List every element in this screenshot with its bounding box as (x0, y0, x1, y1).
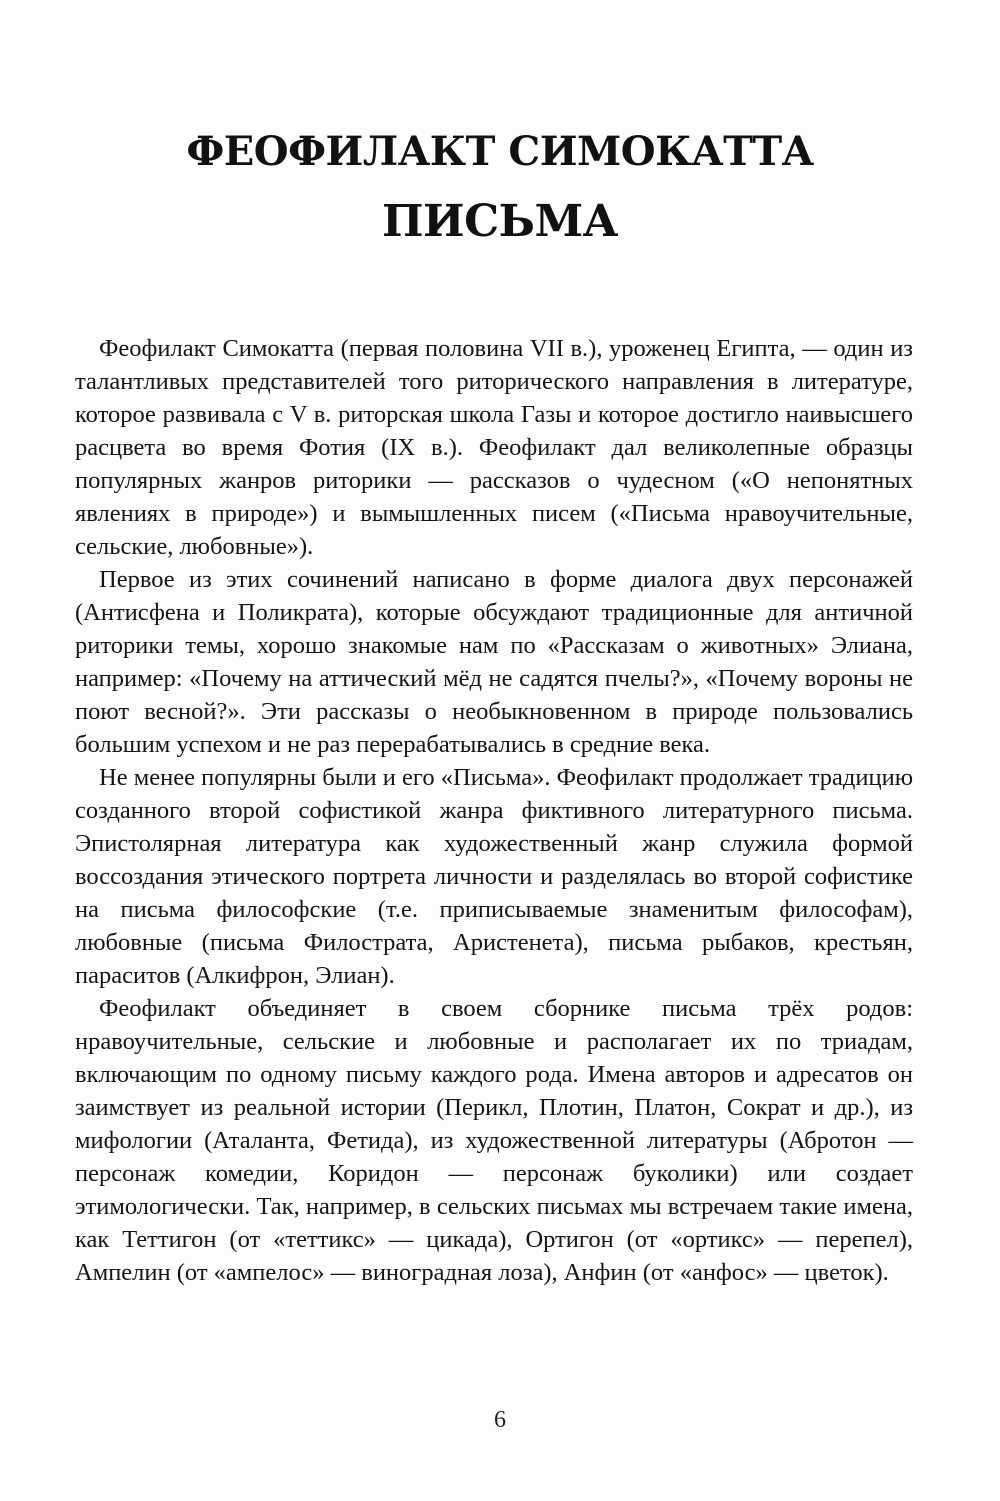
paragraph: Феофилакт Симокатта (первая половина VII в.), уроженец Египта, — один из талантливых представителей того риторического направления в литературе, которое развивала с V в. риторская школа Газы и которое достигло наивысшего расцвета во время Фотия (IX в.). Феофилакт дал великолепные образцы популярных жанров риторики — рассказов о чудесном («О непонятных явлениях в природе») и вымышленных писем («Письма нравоучительные, сельские, любовные»). (75, 335, 913, 560)
body-text (75, 332, 913, 1289)
page-number: 6 (494, 1407, 506, 1433)
paragraph: Не менее популярны были и его «Письма». Феофилакт продолжает традицию созданного второй софистикой жанра фиктивного литературного письма. Эпистолярная литература как художественный жанр служила формой воссоздания этического портрета личности и разделялась во второй софистике на письма философские (т.е. приписываемые знаменитым философам), любовные (письма Филострата, Аристенета), письма рыбаков, крестьян, параситов (Алкифрон, Элиан). (75, 764, 913, 989)
author-heading: ФЕОФИЛАКТ СИМОКАТТА (186, 128, 814, 175)
paragraph: Феофилакт объединяет в своем сборнике письма трёх родов: нравоучительные, сельские и любовные и располагает их по триадам, включающим по одному письму каждого рода. Имена авторов и адресатов он заимствует из реальной истории (Перикл, Плотин, Платон, Сократ и др.), из мифологии (Аталанта, Фетида), из художественной литературы (Абротон — персонаж комедии, Коридон — персонаж буколики) или создает этимологически. Так, например, в сельских письмах мы встречаем такие имена, как Теттигон (от «теттикс» — цикада), Ортигон (от «ортикс» — перепел), Ампелин (от «ампелос» — виноградная лоза), Анфин (от «анфос» — цветок). (75, 995, 913, 1286)
work-title: ПИСЬМА (382, 196, 618, 247)
paragraph: Первое из этих сочинений написано в форме диалога двух персонажей (Антисфена и Поликрата), которые обсуждают традиционные для античной риторики темы, хорошо знакомые нам по «Рассказам о животных» Элиана, например: «Почему на аттический мёд не садятся пчелы?», «Почему вороны не поют весной?». Эти рассказы о необыкновенном в природе пользовались большим успехом и не раз перерабатывались в средние века. (75, 566, 913, 758)
